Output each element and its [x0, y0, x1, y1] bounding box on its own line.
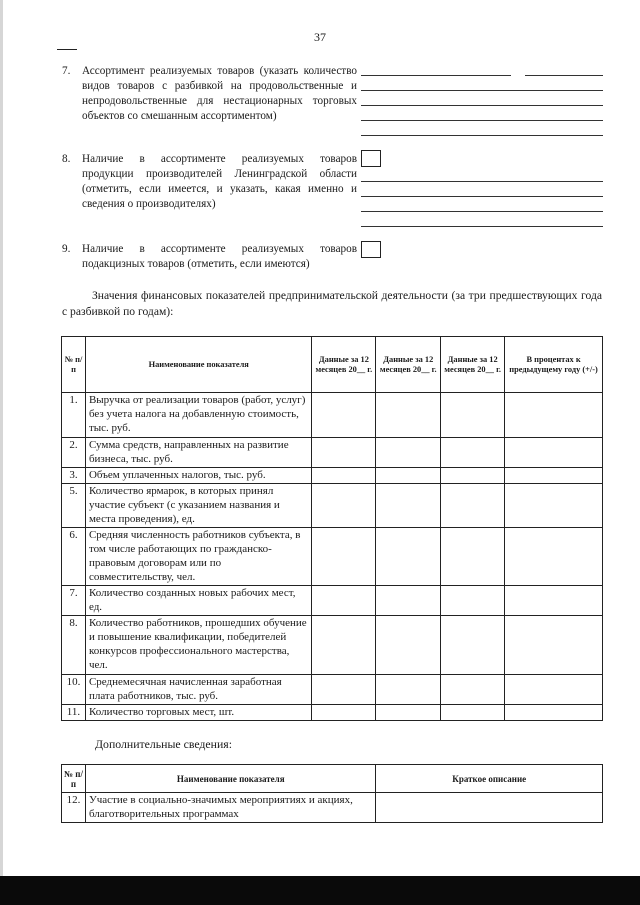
- row-num: 1.: [62, 393, 86, 438]
- fill-line[interactable]: [361, 90, 603, 91]
- checkbox-item-8[interactable]: [361, 150, 381, 167]
- fill-line[interactable]: [361, 226, 603, 227]
- financial-intro: Значения финансовых показателей предпринимательской деятельности (за три предшествующих года с разбивкой по годам):: [62, 289, 602, 318]
- fill-line[interactable]: [361, 75, 511, 76]
- scan-edge: [0, 0, 3, 876]
- financial-table: [61, 336, 603, 721]
- table-row: [62, 793, 603, 823]
- value-cell[interactable]: [376, 393, 441, 438]
- value-cell[interactable]: [505, 393, 603, 438]
- row-num: 11.: [62, 705, 86, 721]
- value-cell[interactable]: [441, 438, 505, 468]
- row-num: 5.: [62, 484, 86, 528]
- value-cell[interactable]: [441, 393, 505, 438]
- value-cell[interactable]: [505, 528, 603, 586]
- value-cell[interactable]: [312, 438, 376, 468]
- value-cell[interactable]: [312, 484, 376, 528]
- header-percent: В процентах к предыдущему году (+/-): [505, 337, 603, 393]
- row-num: 2.: [62, 438, 86, 468]
- table-row: [62, 393, 603, 438]
- table-row: [62, 675, 603, 705]
- fill-line[interactable]: [361, 135, 603, 136]
- fill-line[interactable]: [361, 105, 603, 106]
- value-cell[interactable]: [376, 484, 441, 528]
- fill-line[interactable]: [361, 120, 603, 121]
- value-cell[interactable]: [376, 438, 441, 468]
- value-cell[interactable]: [505, 705, 603, 721]
- row-name: Сумма средств, направленных на развитие бизнеса, тыс. руб.: [85, 438, 312, 468]
- value-cell[interactable]: [441, 675, 505, 705]
- value-cell[interactable]: [441, 528, 505, 586]
- header-name: Наименование показателя: [85, 765, 376, 793]
- item-number: 7.: [62, 65, 71, 77]
- margin-dash: [57, 49, 77, 50]
- item-text: Ассортимент реализуемых товаров (указать количество видов товаров с разбивкой на продовольственные и непродовольственные для нестационарных торговых объектов со смешанным ассортиментом): [82, 65, 357, 122]
- value-cell[interactable]: [505, 438, 603, 468]
- value-cell[interactable]: [505, 484, 603, 528]
- header-num: № п/п: [62, 337, 86, 393]
- value-cell[interactable]: [505, 616, 603, 675]
- row-num: 6.: [62, 528, 86, 586]
- row-name: Количество созданных новых рабочих мест, ед.: [85, 586, 312, 616]
- item-9: [62, 242, 357, 272]
- table-header-row: [62, 765, 603, 793]
- header-year-3: Данные за 12 месяцев 20__ г.: [441, 337, 505, 393]
- row-name: Средняя численность работников субъекта, в том числе работающих по гражданско-правовым договорам или по совместительству, чел.: [85, 528, 312, 586]
- item-text: Наличие в ассортименте реализуемых товаров подакцизных товаров (отметить, если имеются): [82, 243, 357, 270]
- table-row: [62, 484, 603, 528]
- description-cell[interactable]: [376, 793, 603, 823]
- table-row: [62, 528, 603, 586]
- value-cell[interactable]: [376, 675, 441, 705]
- fill-line[interactable]: [361, 181, 603, 182]
- row-name: Объем уплаченных налогов, тыс. руб.: [85, 468, 312, 484]
- checkbox-item-9[interactable]: [361, 241, 381, 258]
- value-cell[interactable]: [376, 528, 441, 586]
- header-year-1: Данные за 12 месяцев 20__ г.: [312, 337, 376, 393]
- row-name: Участие в социально-значимых мероприятиях и акциях, благотворительных программах: [85, 793, 376, 823]
- fill-line[interactable]: [525, 75, 603, 76]
- value-cell[interactable]: [505, 586, 603, 616]
- table-header-row: [62, 337, 603, 393]
- value-cell[interactable]: [312, 393, 376, 438]
- value-cell[interactable]: [441, 468, 505, 484]
- value-cell[interactable]: [376, 616, 441, 675]
- table-row: [62, 705, 603, 721]
- item-text: Наличие в ассортименте реализуемых товаров продукции производителей Ленинградской области (отметить, если имеется, и указать, какая именно и сведения о производителях): [82, 153, 357, 210]
- value-cell[interactable]: [312, 675, 376, 705]
- item-number: 8.: [62, 153, 71, 165]
- row-name: Количество работников, прошедших обучение и повышение квалификации, победителей конкурсов профессионального мастерства, чел.: [85, 616, 312, 675]
- item-7: [62, 64, 357, 124]
- value-cell[interactable]: [376, 705, 441, 721]
- value-cell[interactable]: [376, 586, 441, 616]
- value-cell[interactable]: [441, 484, 505, 528]
- header-year-2: Данные за 12 месяцев 20__ г.: [376, 337, 441, 393]
- extra-info-title: Дополнительные сведения:: [95, 737, 232, 751]
- value-cell[interactable]: [505, 468, 603, 484]
- table-row: [62, 438, 603, 468]
- fill-line[interactable]: [361, 211, 603, 212]
- value-cell[interactable]: [312, 528, 376, 586]
- value-cell[interactable]: [441, 705, 505, 721]
- row-name: Среднемесячная начисленная заработная плата работников, тыс. руб.: [85, 675, 312, 705]
- extra-info-table: [61, 764, 603, 823]
- header-num: № п/п: [62, 765, 86, 793]
- header-description: Краткое описание: [376, 765, 603, 793]
- row-name: Количество торговых мест, шт.: [85, 705, 312, 721]
- value-cell[interactable]: [312, 586, 376, 616]
- table-row: [62, 468, 603, 484]
- header-name: Наименование показателя: [85, 337, 312, 393]
- scan-bottom-edge: [0, 876, 640, 905]
- page-number: 37: [314, 30, 326, 44]
- item-number: 9.: [62, 243, 71, 255]
- row-num: 10.: [62, 675, 86, 705]
- row-name: Количество ярмарок, в которых принял участие субъект (с указанием названия и места проведения), ед.: [85, 484, 312, 528]
- row-num: 7.: [62, 586, 86, 616]
- fill-line[interactable]: [361, 196, 603, 197]
- row-num: 12.: [62, 793, 86, 823]
- value-cell[interactable]: [312, 705, 376, 721]
- row-num: 8.: [62, 616, 86, 675]
- value-cell[interactable]: [312, 468, 376, 484]
- row-name: Выручка от реализации товаров (работ, услуг) без учета налога на добавленную стоимость, тыс. руб.: [85, 393, 312, 438]
- value-cell[interactable]: [441, 586, 505, 616]
- table-row: [62, 586, 603, 616]
- value-cell[interactable]: [441, 616, 505, 675]
- value-cell[interactable]: [505, 675, 603, 705]
- value-cell[interactable]: [376, 468, 441, 484]
- item-8: [62, 152, 357, 212]
- value-cell[interactable]: [312, 616, 376, 675]
- table-row: [62, 616, 603, 675]
- row-num: 3.: [62, 468, 86, 484]
